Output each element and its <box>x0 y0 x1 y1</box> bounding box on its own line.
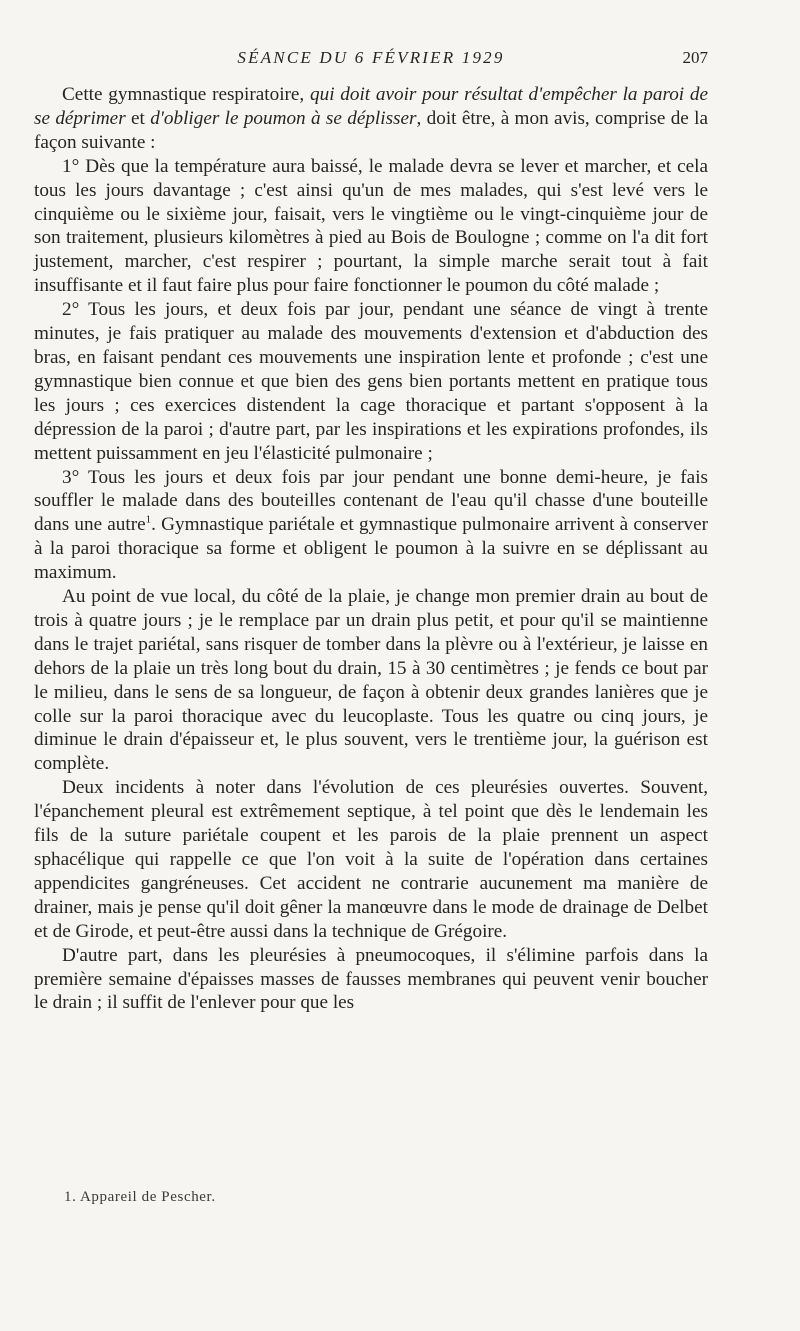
paragraph-item-2: 2° Tous les jours, et deux fois par jour, pendant une séance de vingt à trente minutes, je fais pratiquer au malade des mouvements d'extension et d'abduction des bras, en faisant pendant ces mouvements une inspiration lente et profonde ; c'est une gymnastique bien connue et que bien des gens bien portants mettent en pratique tous les jours ; ces exercices distendent la cage thoracique et partant s'opposent à la dépression de la paroi ; d'autre part, par les inspirations et les expirations profondes, ils mettent puissamment en jeu l'élasticité pulmonaire ; <box>34 299 708 464</box>
italic-text: qui doit avoir pour résultat d'empêcher la paroi de se déprimer <box>34 84 708 129</box>
text-segment: . Gymnastique pariétale et gymnastique pulmonaire arrivent à conserver à la paroi thoracique sa forme et obligent le poumon à la suivre en se déplissant au maximum. <box>34 514 708 584</box>
paragraph-gymnastique-intro <box>34 83 708 155</box>
italic-text: d'obliger le poumon à se déplisser <box>150 107 417 129</box>
paragraph-item-3 <box>34 466 708 586</box>
text-segment: 3° Tous les jours et deux fois par jour pendant une bonne demi-heure, je fais souffler le malade dans des bouteilles contenant de l'eau qu'il chasse d'une bouteille dans une autre <box>34 466 708 536</box>
text-segment: , doit être, à mon avis, comprise de la façon suivante : <box>34 107 708 153</box>
running-header <box>34 44 708 72</box>
text-segment: Cette gymnastique respiratoire, <box>62 84 310 105</box>
header-title: SÉANCE DU 6 FÉVRIER 1929 <box>237 48 505 67</box>
text-segment: et <box>125 107 151 129</box>
page-number: 207 <box>682 48 708 67</box>
paragraph-item-1: 1° Dès que la température aura baissé, le malade devra se lever et marcher, et cela tous les jours davantage ; c'est ainsi qu'un de mes malades, qui s'est levé vers le cinquième ou le sixième jour, faisait, vers le vingtième ou le vingt-cinquième jour de son traitement, plusieurs kilomètres à pied au Bois de Boulogne ; comme on l'a dit fort justement, marcher, c'est respirer ; pourtant, la simple marche serait tout à fait insuffisante et il faut faire plus pour faire fonctionner le poumon du côté malade ; <box>34 155 708 297</box>
footnote-reference[interactable]: 1 <box>145 513 152 526</box>
paragraph-local-drain: Au point de vue local, du côté de la plaie, je change mon premier drain au bout de trois à quatre jours ; je le remplace par un drain plus petit, et pour qu'il se maintienne dans le trajet pariétal, sans risquer de tomber dans la plèvre ou à l'extérieur, je laisse en dehors de la plaie un très long bout du drain, 15 à 30 centimètres ; je fends ce bout par le milieu, dans le sens de sa longueur, de façon à obtenir deux grandes lanières que je colle sur la paroi thoracique avec du leucoplaste. Tous les quatre ou cinq jours, je diminue le drain d'épaisseur et, le plus souvent, vers le trentième jour, la guérison est complète. <box>34 586 708 775</box>
footnote: 1. Appareil de Pescher. <box>64 1189 216 1205</box>
body-text <box>34 83 708 1015</box>
paragraph-incidents: Deux incidents à noter dans l'évolution de ces pleurésies ouvertes. Souvent, l'épanchement pleural est extrêmement septique, à tel point que dès le lendemain les fils de la suture pariétale coupent et les parois de la plaie prennent un aspect sphacélique qui rappelle ce que l'on voit à la suite de l'opération dans certaines appendicites gangréneuses. Cet accident ne contrarie aucunement ma manière de drainer, mais je pense qu'il doit gêner la manœuvre dans le mode de drainage de Delbet et de Girode, et peut-être aussi dans la technique de Grégoire. <box>34 777 708 942</box>
paragraph-pneumocoques: D'autre part, dans les pleurésies à pneumocoques, il s'élimine parfois dans la première semaine d'épaisses masses de fausses membranes qui peuvent venir boucher le drain ; il suffit de l'enlever pour que les <box>34 944 708 1014</box>
